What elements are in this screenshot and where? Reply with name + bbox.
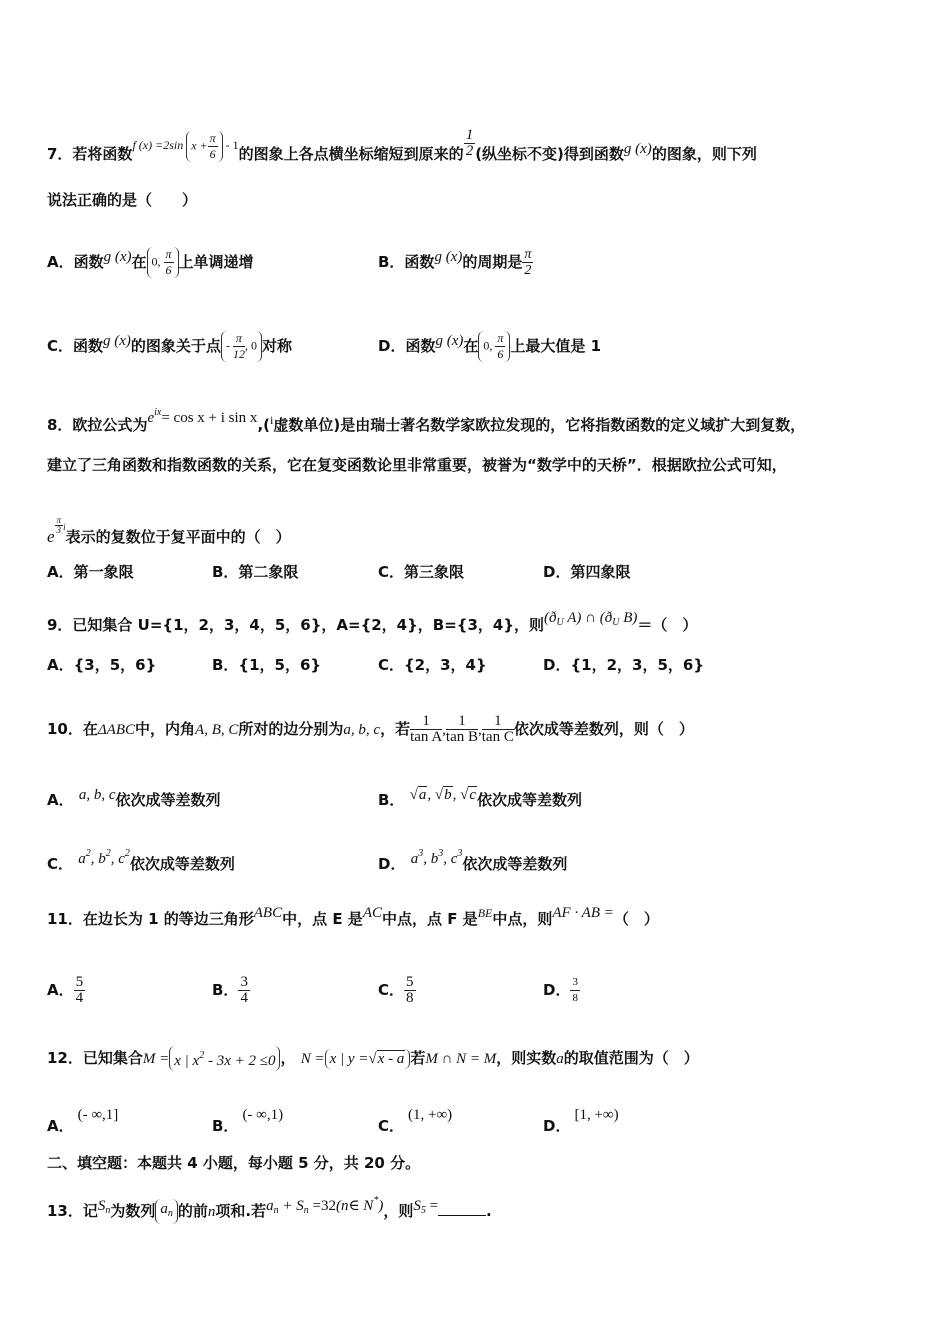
q9-option-d[interactable]: D．{1，2，3，5，6}	[543, 656, 704, 674]
q10-option-c[interactable]: C． $a^2$, $b^2$, $c^2$依次成等差数列	[47, 848, 235, 873]
q8-option-a[interactable]: A．第一象限	[47, 563, 134, 581]
q7-stem-line2: 说法正确的是（ ）	[47, 191, 198, 209]
q9-option-b[interactable]: B．{1，5，6}	[212, 656, 322, 674]
q8-option-b[interactable]: B．第二象限	[212, 563, 299, 581]
q11-option-b[interactable]: B． $\frac{3}{4}$	[212, 974, 248, 1006]
q7-option-d[interactable]: D．函数g (x)在 0, $\frac{\pi}{6}$ 上最大值是 1	[378, 331, 602, 361]
q12-option-b[interactable]: B．(- ∞,1)	[212, 1107, 284, 1135]
q11-option-a[interactable]: A． $\frac{5}{4}$	[47, 974, 84, 1006]
q12-option-a[interactable]: A．(- ∞,1]	[47, 1107, 119, 1135]
q7-option-c[interactable]: C．函数g (x)的图象关于点 - $\frac{\pi}{12}$ , 0 对称	[47, 331, 292, 361]
q7-option-b[interactable]: B．函数g (x)的周期是 $\frac{\pi}{2}$	[378, 247, 532, 278]
q9-option-a[interactable]: A．{3，5，6}	[47, 656, 157, 674]
q8-stem-line1: 8．欧拉公式为$e^{ix}= \cos x + i$ sin x,($^i$虚数单位)是由瑞士著名数学家欧拉发现的，它将指数函数的定义域扩大到复数，	[47, 407, 806, 434]
q7-gx: g (x)	[623, 141, 652, 157]
q9-option-c[interactable]: C．{2，3，4}	[378, 656, 487, 674]
q12-option-c[interactable]: C．(1, +∞)	[378, 1107, 453, 1135]
q8-option-c[interactable]: C．第三象限	[378, 563, 465, 581]
q10-option-a[interactable]: A． a, b, c依次成等差数列	[47, 787, 221, 809]
q12-option-d[interactable]: D．[1, +∞)	[543, 1107, 619, 1135]
q8-euler: $e^{ix}= \cos x + i$ sin x	[147, 407, 258, 426]
q8-option-d[interactable]: D．第四象限	[543, 563, 631, 581]
q8-stem-line2: 建立了三角函数和指数函数的关系，它在复变函数论里非常重要，被誉为“数学中的天桥”．根据欧拉公式可知，	[47, 456, 787, 474]
q7-func: f (x) =2sin x + π 6 - 1	[132, 130, 239, 161]
q11-option-d[interactable]: D． $\frac{3}{8}$	[543, 976, 578, 1004]
q11-stem: 11．在边长为 1 的等边三角形ABC中，点 E 是AC中点，点 F 是$^{BE}$中点，则AF · AB =（ ）	[47, 905, 659, 928]
q7-half: $\frac{1}{2}$	[465, 127, 474, 159]
q7-stem-line1: 7．若将函数$^{f (x) =2sin x + \frac{\pi}{6} - 1}$的图象上各点横坐标缩短到原来的 $\frac{1}{2}$ (纵坐标不变)得到函数g (x)的图象，则下列	[47, 127, 757, 163]
q8-stem-line3: e $\frac{\pi}{3}$ i表示的复数位于复平面中的（ ）	[47, 515, 291, 546]
q7-option-a[interactable]: A．函数g (x)在 0, $\frac{\pi}{6}$ 上单调递增	[47, 247, 254, 277]
q11-option-c[interactable]: C． $\frac{5}{8}$	[378, 974, 414, 1006]
section-2-heading: 二、填空题：本题共 4 小题，每小题 5 分，共 20 分。	[47, 1154, 421, 1172]
q10-stem: 10．在ΔABC中，内角A, B, C所对的边分别为a, b, c，若 $\frac{1}{\text{tan A}}$ , $\frac{1}{\text{tan B}}$ , $\frac{1}{\text{tan C}}$ 依次成等差数列，则（ ）	[47, 713, 694, 745]
q9-stem: 9．已知集合 U={1，2，3，4，5，6}，A={2，4}，B={3，4}，则($ð_U$ A) ∩ ($ð_U$ B)＝（ ）	[47, 610, 698, 634]
q13-answer-blank[interactable]	[438, 1215, 486, 1216]
q10-option-d[interactable]: D． $a^3$, $b^3$, $c^3$依次成等差数列	[378, 848, 568, 873]
q9-expr: ($ð_U$ A) ∩ ($ð_U$ B)	[544, 610, 638, 628]
q12-stem: 12．已知集合M = x | $x^2 - 3x + 2 \le 0$ ， N = x | y =√x - a 若M ∩ N = M，则实数a的取值范围为（ ）	[47, 1046, 699, 1071]
q7-number: 7．若将函数	[47, 145, 133, 163]
q13-stem: 13．记$S_n$为数列 $a_n$ 的前n项和.若$a_n + S_n$ =32(n∈ N*)，则$S_5$ = .	[47, 1191, 492, 1224]
q10-option-b[interactable]: B． √a, √b, √c依次成等差数列	[378, 787, 583, 809]
